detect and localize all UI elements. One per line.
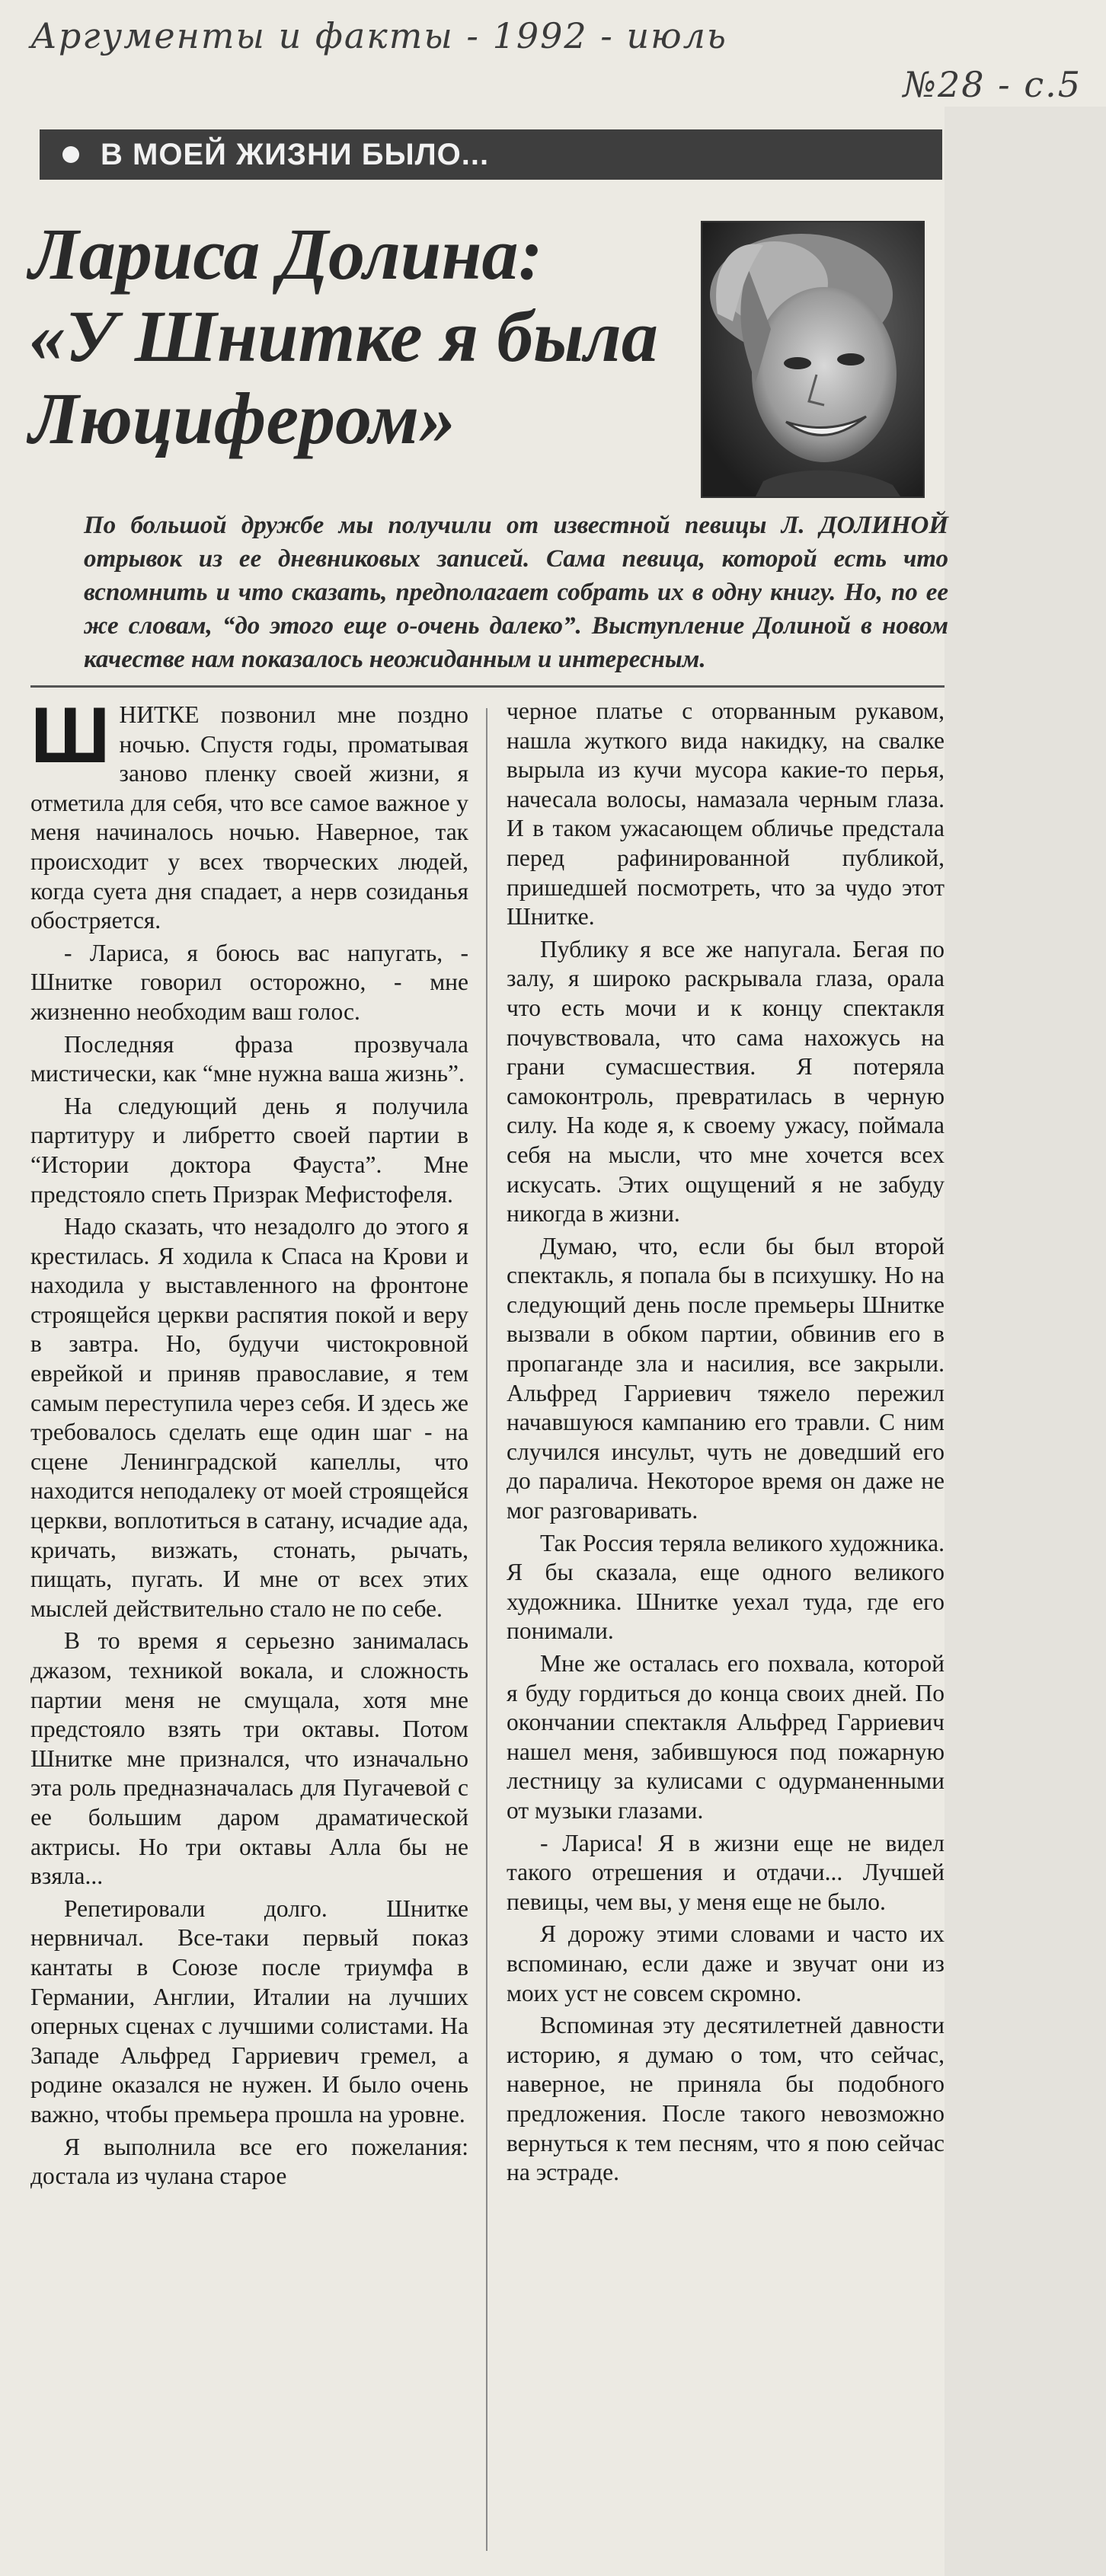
bullet-icon <box>62 146 79 163</box>
article-column-left <box>30 691 468 2195</box>
paragraph: Надо сказать, что незадолго до этого я крестилась. Я ходила к Спаса на Крови и находила у выставленного на фронтоне строящейся церкви распятия покой и веру в завтра. Но, будучи чистокровной еврейкой и приняв православие, я тем самым переступила через себя. И здесь же требовалось сделать еще один шаг - на сцене Ленинградской капеллы, что находится неподалеку от моей строящейся церкви, воплотиться в сатану, исчадие ада, кричать, визжать, стонать, рычать, пищать, пугать. И мне от всех этих мыслей действительно стало не по себе. <box>30 1213 468 1622</box>
portrait-photo <box>701 221 925 498</box>
paragraph: - Лариса, я боюсь вас напугать, - Шнитке говорил осторожно, - мне жизненно необходим ваш голос. <box>30 939 468 1025</box>
paragraph: Так Россия теряла великого художника. Я бы сказала, еще одного великого художника. Шнитке уехал туда, где его понимали. <box>507 1529 945 1645</box>
paragraph: Репетировали долго. Шнитке нервничал. Все-таки первый показ кантаты в Союзе после триумфа в Германии, Англии, Италии на лучших оперных сценах с лучшими солистами. На Западе Альфред Гарриевич гремел, а родине оказался не нужен. И было очень важно, чтобы премьера прошла на уровне. <box>30 1894 468 2128</box>
paragraph-text: НИТКЕ позвонил мне поздно ночью. Спустя годы, проматывая заново пленку своей жизни, я отметила для себя, что все самое важное у меня начиналось ночью. Наверное, так происходит у всех творческих людей, когда суета дня спадает, а нерв созиданья обостряется. <box>30 701 468 934</box>
headline-line-1: Лариса Долина: <box>29 213 543 295</box>
handwritten-source-note <box>30 15 1097 114</box>
paragraph: Последняя фраза прозвучала мистически, как “мне нужна ваша жизнь”. <box>30 1030 468 1087</box>
portrait-image <box>702 222 923 496</box>
paragraph: Думаю, что, если бы был второй спектакль, я попала бы в психушку. Но на следующий день после премьеры Шнитке вызвали в обком партии, обвинив его в пропаганде зла и насилия, все закрыли. Альфред Гарриевич тяжело пережил начавшуюся кампанию его травли. С ним случился инсульт, чуть не доведший его до паралича. Некоторое время он даже не мог разговаривать. <box>507 1232 945 1524</box>
article-lead: По большой дружбе мы получили от известной певицы Л. ДОЛИНОЙ отрывок из ее дневниковых записей. Сама певица, которой есть что вспомнить и что сказать, предполагает собрать их в одну книгу. Но, по ее же словам, “до этого еще о-очень далеко”. Выступление Долиной в новом качестве нам показалось неожиданным и интересным. <box>84 512 948 673</box>
paragraph: Я дорожу этими словами и часто их вспоминаю, если даже и звучат они из моих уст не совсем скромно. <box>507 1920 945 2006</box>
divider-line <box>30 685 945 688</box>
rubric-text: В МОЕЙ ЖИЗНИ БЫЛО... <box>101 138 490 171</box>
headline-line-2: «У Шнитке я была <box>29 295 658 377</box>
article-column-right <box>507 697 945 2191</box>
paragraph: На следующий день я получила партитуру и либретто своей партии в “Истории доктора Фауста”. Мне предстояло спеть Призрак Мефистофеля. <box>30 1092 468 1208</box>
section-rubric <box>40 129 942 180</box>
paragraph: Мне же осталась его похвала, которой я буду гордиться до конца своих дней. По окончании спектакля Альфред Гарриевич нашел меня, забившуюся под пожарную лестницу за кулисами с одурманенными от музыки глазами. <box>507 1650 945 1824</box>
paragraph: Публику я все же напугала. Бегая по залу, я широко раскрывала глаза, орала что есть мочи и к концу спектакля почувствовала, что сама нахожусь на грани сумасшествия. Я потеряла самоконтроль, превратилась в черную силу. На коде я, к своему ужасу, поймала себя на мысли, что мне хочется всех искусать. Этих ощущений я не забуду никогда в жизни. <box>507 935 945 1227</box>
paragraph: Я выполнила все его пожелания: достала из чулана старое <box>30 2133 468 2190</box>
paragraph: Вспоминая эту десятилетней давности историю, я думаю о том, что сейчас, наверное, не приняла бы подобного предложения. После такого невозможно вернуться к тем песням, что я пою сейчас на эстраде. <box>507 2012 945 2186</box>
drop-cap: Ш <box>30 691 110 780</box>
column-divider <box>486 708 487 2551</box>
article-headline <box>29 213 684 460</box>
paragraph: - Лариса! Я в жизни еще не видел такого отрешения и отдачи... Лучшей певицы, чем вы, у меня еще не было. <box>507 1829 945 1915</box>
handwritten-line-1: Аргументы и факты - 1992 - июль <box>30 15 727 56</box>
paragraph <box>30 691 468 936</box>
handwritten-line-2: №28 - с.5 <box>903 64 1082 105</box>
paragraph: черное платье с оторванным рукавом, нашла жуткого вида накидку, на свалке вырыла из кучи мусора какие-то перья, начесала волосы, намазала черным глаза. И в таком ужасающем обличье предстала перед рафинированной публикой, пришедшей посмотреть, что за чудо этот Шнитке. <box>507 697 945 930</box>
headline-line-3: Люцифером» <box>29 378 456 459</box>
paper-margin <box>945 107 1106 2576</box>
paragraph: В то время я серьезно занималась джазом, техникой вокала, и сложность партии меня не смущала, хотя мне предстояло взять три октавы. Потом Шнитке мне признался, что изначально эта роль предназначалась для Пугачевой с ее большим даром драматической актрисы. Но три октавы Алла бы не взяла... <box>30 1627 468 1890</box>
